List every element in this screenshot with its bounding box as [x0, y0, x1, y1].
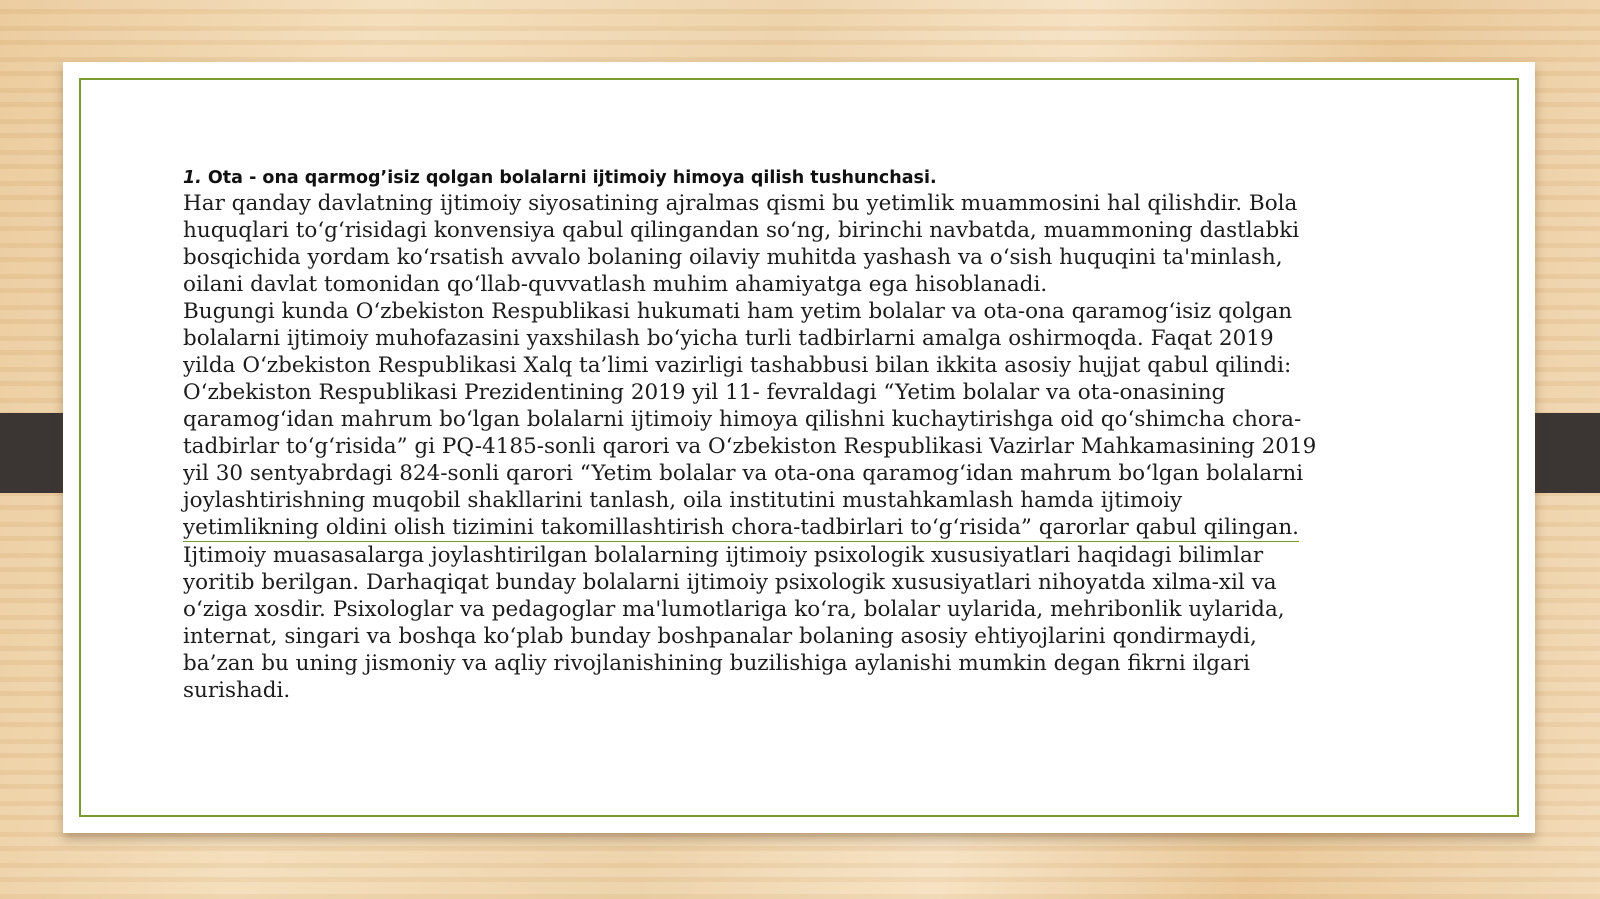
- heading-text: Ota - ona qarmog’isiz qolgan bolalarni ijtimoiy himoya qilish tushunchasi.: [207, 168, 937, 188]
- text-line: o‘ziga xosdir. Psixologlar va pedagoglar ma'lumotlariga ko‘ra, bolalar uylarida, mehribonlik uylarida,: [183, 597, 1285, 622]
- text-line: huquqlari to‘g‘risidagi konvensiya qabul qilingandan so‘ng, birinchi navbatda, muammoning dastlabki: [183, 218, 1300, 243]
- text-line: O‘zbekiston Respublikasi Prezidentining 2019 yil 11- fevraldagi “Yetim bolalar va ota-onasining: [183, 380, 1226, 405]
- text-line: Har qanday davlatning ijtimoiy siyosatining ajralmas qismi bu yetimlik muammosini hal qilishdir. Bola: [183, 191, 1298, 216]
- slide-content: [183, 166, 1423, 704]
- text-line: surishadi.: [183, 678, 291, 703]
- text-line: oilani davlat tomonidan qo‘llab-quvvatlash muhim ahamiyatga ega hisoblanadi.: [183, 272, 1048, 297]
- text-line: bosqichida yordam ko‘rsatish avvalo bolaning oilaviy muhitda yashash va o‘sish huquqini ta'minlash,: [183, 245, 1283, 270]
- text-line: yoritib berilgan. Darhaqiqat bunday bolalarni ijtimoiy psixologik xususiyatlari nihoyatda xilma-xil va: [183, 570, 1277, 595]
- text-line: Bugungi kunda O‘zbekiston Respublikasi hukumati ham yetim bolalar va ota-ona qaramog‘isiz qolgan: [183, 299, 1293, 324]
- text-line: yil 30 sentyabrdagi 824-sonli qarori “Yetim bolalar va ota-ona qaramog‘idan mahrum bo‘lgan bolalarni: [183, 461, 1304, 486]
- body-text: [183, 190, 1423, 704]
- text-line-underlined-wrap: [183, 514, 1423, 542]
- heading-number: 1.: [183, 168, 202, 188]
- section-heading: [183, 166, 1423, 190]
- text-line: tadbirlar to‘g‘risida” gi PQ-4185-sonli qarori va O‘zbekiston Respublikasi Vazirlar Mahkamasining 2019: [183, 434, 1317, 459]
- text-line: Ijtimoiy muasasalarga joylashtirilgan bolalarning ijtimoiy psixologik xususiyatlari haqidagi bilimlar: [183, 543, 1264, 568]
- text-line: ba’zan bu uning jismoniy va aqliy rivojlanishining buzilishiga aylanishi mumkin degan fikrni ilgari: [183, 651, 1251, 676]
- text-line: yilda O‘zbekiston Respublikasi Xalq ta’limi vazirligi tashabbusi bilan ikkita asosiy hujjat qabul qilindi:: [183, 353, 1292, 378]
- underlined-text-line: yetimlikning oldini olish tizimini takomillashtirish chora-tadbirlari to‘g‘risida” qarorlar qabul qilingan.: [183, 515, 1300, 540]
- text-line: internat, singari va boshqa ko‘plab bunday boshpanalar bolaning asosiy ehtiyojlarini qondirmaydi,: [183, 624, 1257, 649]
- text-line: qaramog‘idan mahrum bo‘lgan bolalarni ijtimoiy himoya qilishni kuchaytirishga oid qo‘shimcha chora-: [183, 407, 1302, 432]
- text-line: bolalarni ijtimoiy muhofazasini yaxshilash bo‘yicha turli tadbirlarni amalga oshirmoqda. Faqat 2019: [183, 326, 1274, 351]
- text-line: joylashtirishning muqobil shakllarini tanlash, oila institutini mustahkamlash hamda ijtimoiy: [183, 488, 1183, 513]
